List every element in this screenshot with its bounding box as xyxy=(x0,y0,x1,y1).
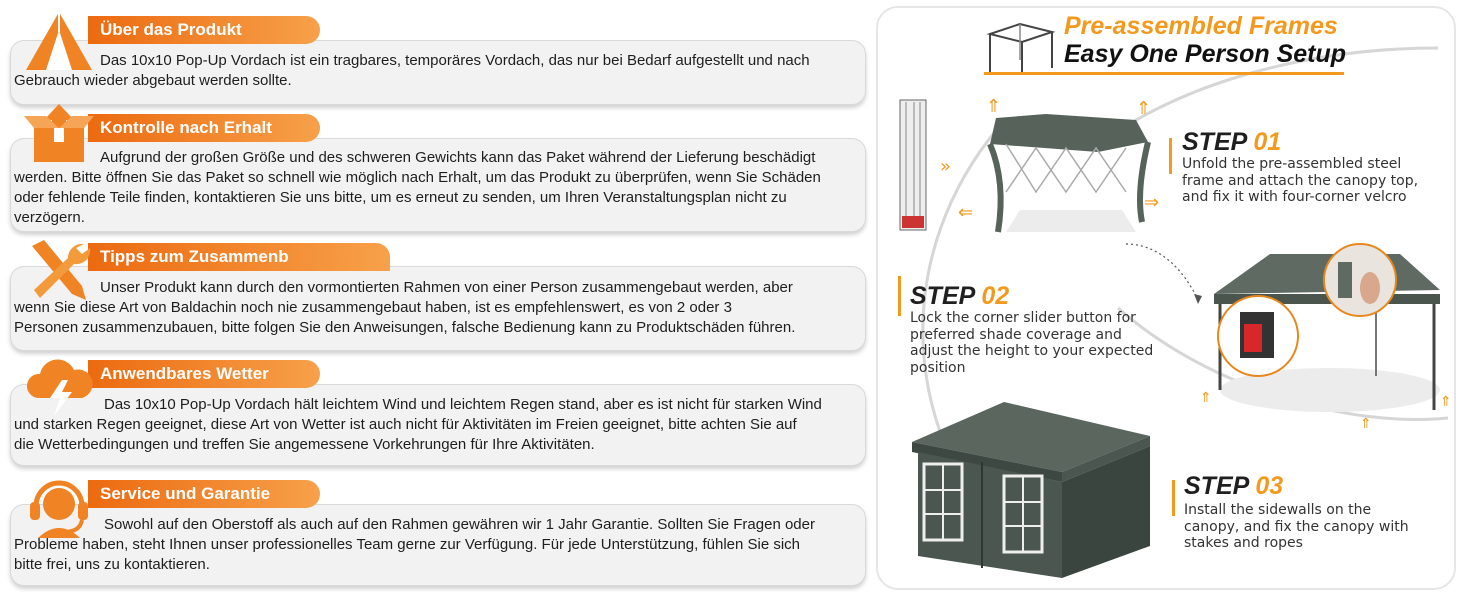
section-text: Sowohl auf den Oberstoff als auch auf den Rahmen gewähren wir 1 Jahr Garantie. Sollten Sie Fragen oder Probleme haben, steht Ihnen unser professionelles Team gerne zur Verfügung. Für jede Unterstützung, fühlen Sie sich bitte frei, uns zu kontaktieren. xyxy=(14,516,815,573)
step3-illustration xyxy=(912,396,1172,586)
svg-text:⇑: ⇑ xyxy=(1360,416,1372,432)
step1-description: Unfold the pre-assembled steel frame and attach the canopy top, and fix it with four-corner velcro xyxy=(1182,156,1419,205)
headline-primary: Pre-assembled Frames xyxy=(1064,12,1338,40)
step-word: STEP xyxy=(1182,128,1247,156)
setup-panel xyxy=(876,6,1456,590)
step3-bar xyxy=(1172,480,1175,516)
svg-text:⇑: ⇑ xyxy=(986,96,1002,117)
section-title-tab: Service und Garantie xyxy=(88,480,320,508)
section-text: Unser Produkt kann durch den vormontierten Rahmen von einer Person zusammengebaut werden, aber wenn Sie diese Art von Baldachin noch nie zusammengebaut haben, ist es empfehlenswert, es von 2 oder 3 Personen zusammenzubauen, bitte folgen Sie den Anweisungen, falsche Bedienung kann zu Produktschäden führen. xyxy=(14,279,796,336)
step-word: STEP xyxy=(1184,472,1249,500)
headline-underline xyxy=(984,72,1344,75)
step2-bar xyxy=(898,276,901,316)
svg-text:⇑: ⇑ xyxy=(1136,98,1152,119)
step1-illustration xyxy=(886,92,1160,252)
step-number: 02 xyxy=(981,282,1010,310)
section-about-product xyxy=(10,10,866,106)
step-number: 03 xyxy=(1255,472,1284,500)
section-service-warranty xyxy=(10,474,866,588)
step2-illustration xyxy=(1200,240,1452,432)
svg-text:»: » xyxy=(940,156,952,177)
svg-text:⇐: ⇐ xyxy=(958,202,974,223)
section-text: Das 10x10 Pop-Up Vordach ist ein tragbares, temporäres Vordach, das nur bei Bedarf aufgestellt und nach Gebrauch wieder abgebaut werden sollte. xyxy=(14,52,810,89)
svg-text:⇑: ⇑ xyxy=(1200,390,1212,406)
section-text: Das 10x10 Pop-Up Vordach hält leichtem Wind und leichtem Regen stand, aber es ist nicht für starken Wind und starken Regen geeignet, diese Art von Wetter ist auch nicht für Aktivitäten im Freien geeignet, bitte achten Sie auf die Wetterbedingungen und treffen Sie angemessene Vorkehrungen für Ihre Aktivitäten. xyxy=(14,396,822,453)
svg-text:⇒: ⇒ xyxy=(1144,192,1160,213)
headline-secondary: Easy One Person Setup xyxy=(1064,40,1347,68)
frame-icon xyxy=(986,20,1056,76)
step1-heading xyxy=(1182,128,1281,157)
section-weather xyxy=(10,354,866,468)
step2-heading xyxy=(910,282,1009,311)
step-number: 01 xyxy=(1253,128,1282,156)
svg-text:⇑: ⇑ xyxy=(1440,394,1452,410)
section-title-tab: Über das Produkt xyxy=(88,16,320,44)
step2-description: Lock the corner slider button for preferred shade coverage and adjust the height to your expected position xyxy=(910,310,1154,376)
section-assembly-tips xyxy=(10,238,866,353)
section-inspection xyxy=(10,100,866,235)
section-title-tab: Tipps zum Zusammenb xyxy=(88,243,390,271)
section-title-tab: Kontrolle nach Erhalt xyxy=(88,114,320,142)
section-title-tab: Anwendbares Wetter xyxy=(88,360,320,388)
section-text: Aufgrund der großen Größe und des schweren Gewichts kann das Paket während der Lieferung beschädigt werden. Bitte öffnen Sie das Paket so schnell wie möglich nach Erhalt, um das Produkt zu überprüfen, wenn Sie Schäden oder fehlende Teile finden, kontaktieren Sie uns bitte, um es erneut zu senden, um Ihren Veranstaltungsplan nicht zu verzögern. xyxy=(14,149,821,226)
step3-description: Install the sidewalls on the canopy, and fix the canopy with stakes and ropes xyxy=(1184,502,1409,551)
step3-heading xyxy=(1184,472,1283,501)
step-word: STEP xyxy=(910,282,975,310)
step1-bar xyxy=(1169,138,1172,174)
